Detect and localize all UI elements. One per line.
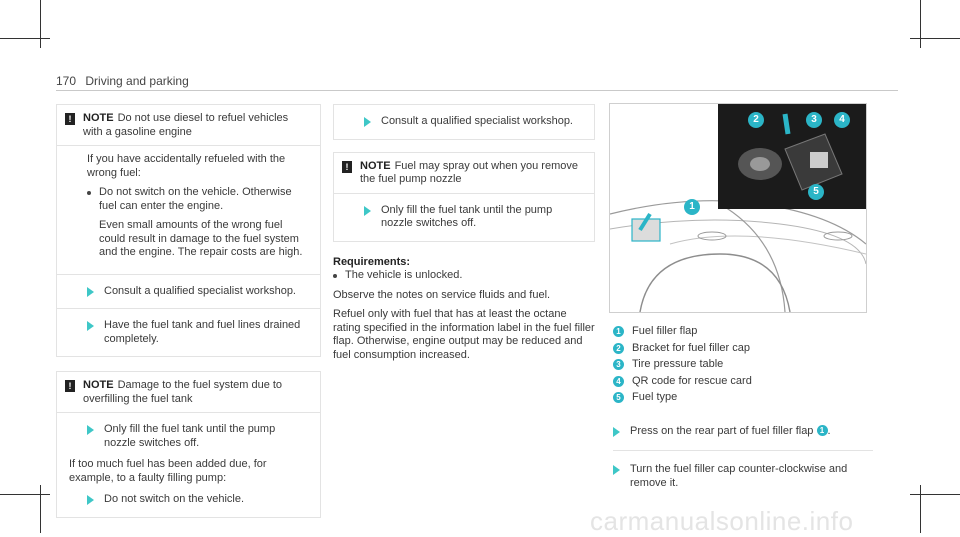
legend-num: 1 (613, 326, 624, 337)
note-body (57, 413, 320, 517)
step-text-end: . (827, 424, 831, 437)
note-text (360, 160, 584, 187)
arrow-right-icon (87, 425, 94, 435)
arrow-right-icon (87, 321, 94, 331)
note-box-spray (333, 152, 595, 242)
middle-column (333, 104, 595, 368)
watermark: carmanualsonline.info (590, 506, 854, 536)
arrow-right-icon (364, 117, 371, 127)
legend-num: 3 (613, 359, 624, 370)
crop-mark (0, 38, 50, 39)
callout-5: 5 (808, 184, 824, 200)
step-text: Only fill the fuel tank until the pump nozzle switches off. (104, 423, 276, 449)
arrow-right-icon (613, 427, 620, 437)
note-message: Fuel may spray out when you remove the fuel pump nozzle (360, 159, 578, 185)
callout-4: 4 (834, 112, 850, 128)
bullet-text: Do not switch on the vehicle. Otherwise fuel can enter the engine. (99, 186, 292, 212)
section-title: Driving and parking (85, 74, 189, 88)
step-block (613, 411, 873, 452)
bullet-dot-icon (333, 274, 337, 278)
note-intro: If you have accidentally refueled with the wrong fuel: (87, 153, 286, 179)
callout-3: 3 (806, 112, 822, 128)
step-block (333, 104, 595, 140)
step-block (57, 308, 320, 357)
step-text: Do not switch on the vehicle. (104, 493, 245, 505)
bullet-dot-icon (87, 191, 91, 195)
header-rule (56, 90, 898, 91)
note-body (334, 194, 594, 241)
legend-label: Fuel filler flap (632, 325, 698, 337)
legend-list (613, 325, 873, 405)
note-title: NOTE (83, 379, 114, 391)
note-box-overfill (56, 371, 321, 518)
crop-mark (910, 494, 960, 495)
crop-mark (920, 0, 921, 48)
legend-label: Tire pressure table (632, 358, 724, 370)
step-item (613, 425, 873, 439)
note-header (57, 372, 320, 413)
warning-icon: ! (65, 380, 75, 392)
step-text (630, 425, 831, 439)
bullet-paragraph: Even small amounts of the wrong fuel could result in damage to the fuel system and the engine. The repair costs are high. (99, 219, 303, 258)
step-item (87, 285, 310, 299)
step-text: Consult a qualified specialist workshop. (104, 284, 296, 297)
note-title: NOTE (360, 159, 391, 172)
crop-mark (910, 38, 960, 39)
note-text (83, 379, 310, 406)
bullet-item (333, 269, 595, 283)
legend-label: QR code for rescue card (632, 374, 752, 387)
step-item (87, 423, 310, 450)
legend-item (613, 325, 873, 339)
car-illustration (610, 104, 866, 312)
legend-item (613, 391, 873, 405)
right-column (613, 322, 873, 502)
crop-mark (40, 485, 41, 533)
requirements-title: Requirements: (333, 255, 411, 268)
step-text: Turn the fuel filler cap counter-clockwise and remove it. (630, 463, 848, 489)
inline-callout: 1 (817, 425, 828, 436)
step-item (364, 115, 584, 129)
step-block (57, 274, 320, 309)
crop-mark (920, 485, 921, 533)
note-box-diesel (56, 104, 321, 357)
legend-item (613, 375, 873, 389)
note-text (83, 112, 310, 139)
callout-1: 1 (684, 199, 700, 215)
callout-2: 2 (748, 112, 764, 128)
note-paragraph: If too much fuel has been added due, for example, to a faulty filling pump: (69, 458, 267, 484)
note-message: Do not use diesel to refuel vehicles with a gasoline engine (83, 112, 289, 138)
crop-mark (40, 0, 41, 48)
note-body (57, 146, 320, 274)
legend-item (613, 342, 873, 356)
paragraph: Observe the notes on service fluids and fuel. (333, 288, 551, 301)
warning-icon: ! (342, 161, 352, 173)
requirements (333, 256, 595, 363)
step-text: Only fill the fuel tank until the pump nozzle switches off. (381, 203, 553, 229)
page-number: 170 (56, 74, 77, 88)
paragraph: Refuel only with fuel that has at least the octane rating specified in the information label in the fuel filler flap. Otherwise, engine output may be reduced and fuel consumption increased. (333, 308, 595, 361)
note-header (57, 105, 320, 146)
step-text: Have the fuel tank and fuel lines drained completely. (104, 319, 301, 345)
warning-icon: ! (65, 113, 75, 125)
legend-num: 2 (613, 343, 624, 354)
fuel-flap-illustration (609, 103, 867, 313)
legend-num: 4 (613, 376, 624, 387)
arrow-right-icon (87, 287, 94, 297)
note-header (334, 153, 594, 194)
step-item (613, 463, 873, 490)
step-item (87, 319, 310, 346)
crop-mark (0, 494, 50, 495)
note-message: Damage to the fuel system due to overfilling the fuel tank (83, 379, 283, 405)
page-header (56, 74, 189, 88)
legend-item (613, 358, 873, 372)
arrow-right-icon (87, 495, 94, 505)
legend-label: Bracket for fuel filler cap (632, 341, 750, 354)
bullet-item (87, 186, 310, 213)
note-title: NOTE (83, 112, 114, 124)
step-text-main: Press on the rear part of fuel filler flap (630, 424, 814, 437)
bullet-text: The vehicle is unlocked. (345, 269, 463, 281)
arrow-right-icon (613, 465, 620, 475)
arrow-right-icon (364, 206, 371, 216)
step-item (364, 204, 584, 231)
step-item (87, 493, 310, 507)
step-text: Consult a qualified specialist workshop. (381, 115, 573, 127)
legend-label: Fuel type (632, 391, 678, 403)
left-column (56, 104, 321, 518)
step-block (613, 451, 873, 502)
legend-num: 5 (613, 392, 624, 403)
